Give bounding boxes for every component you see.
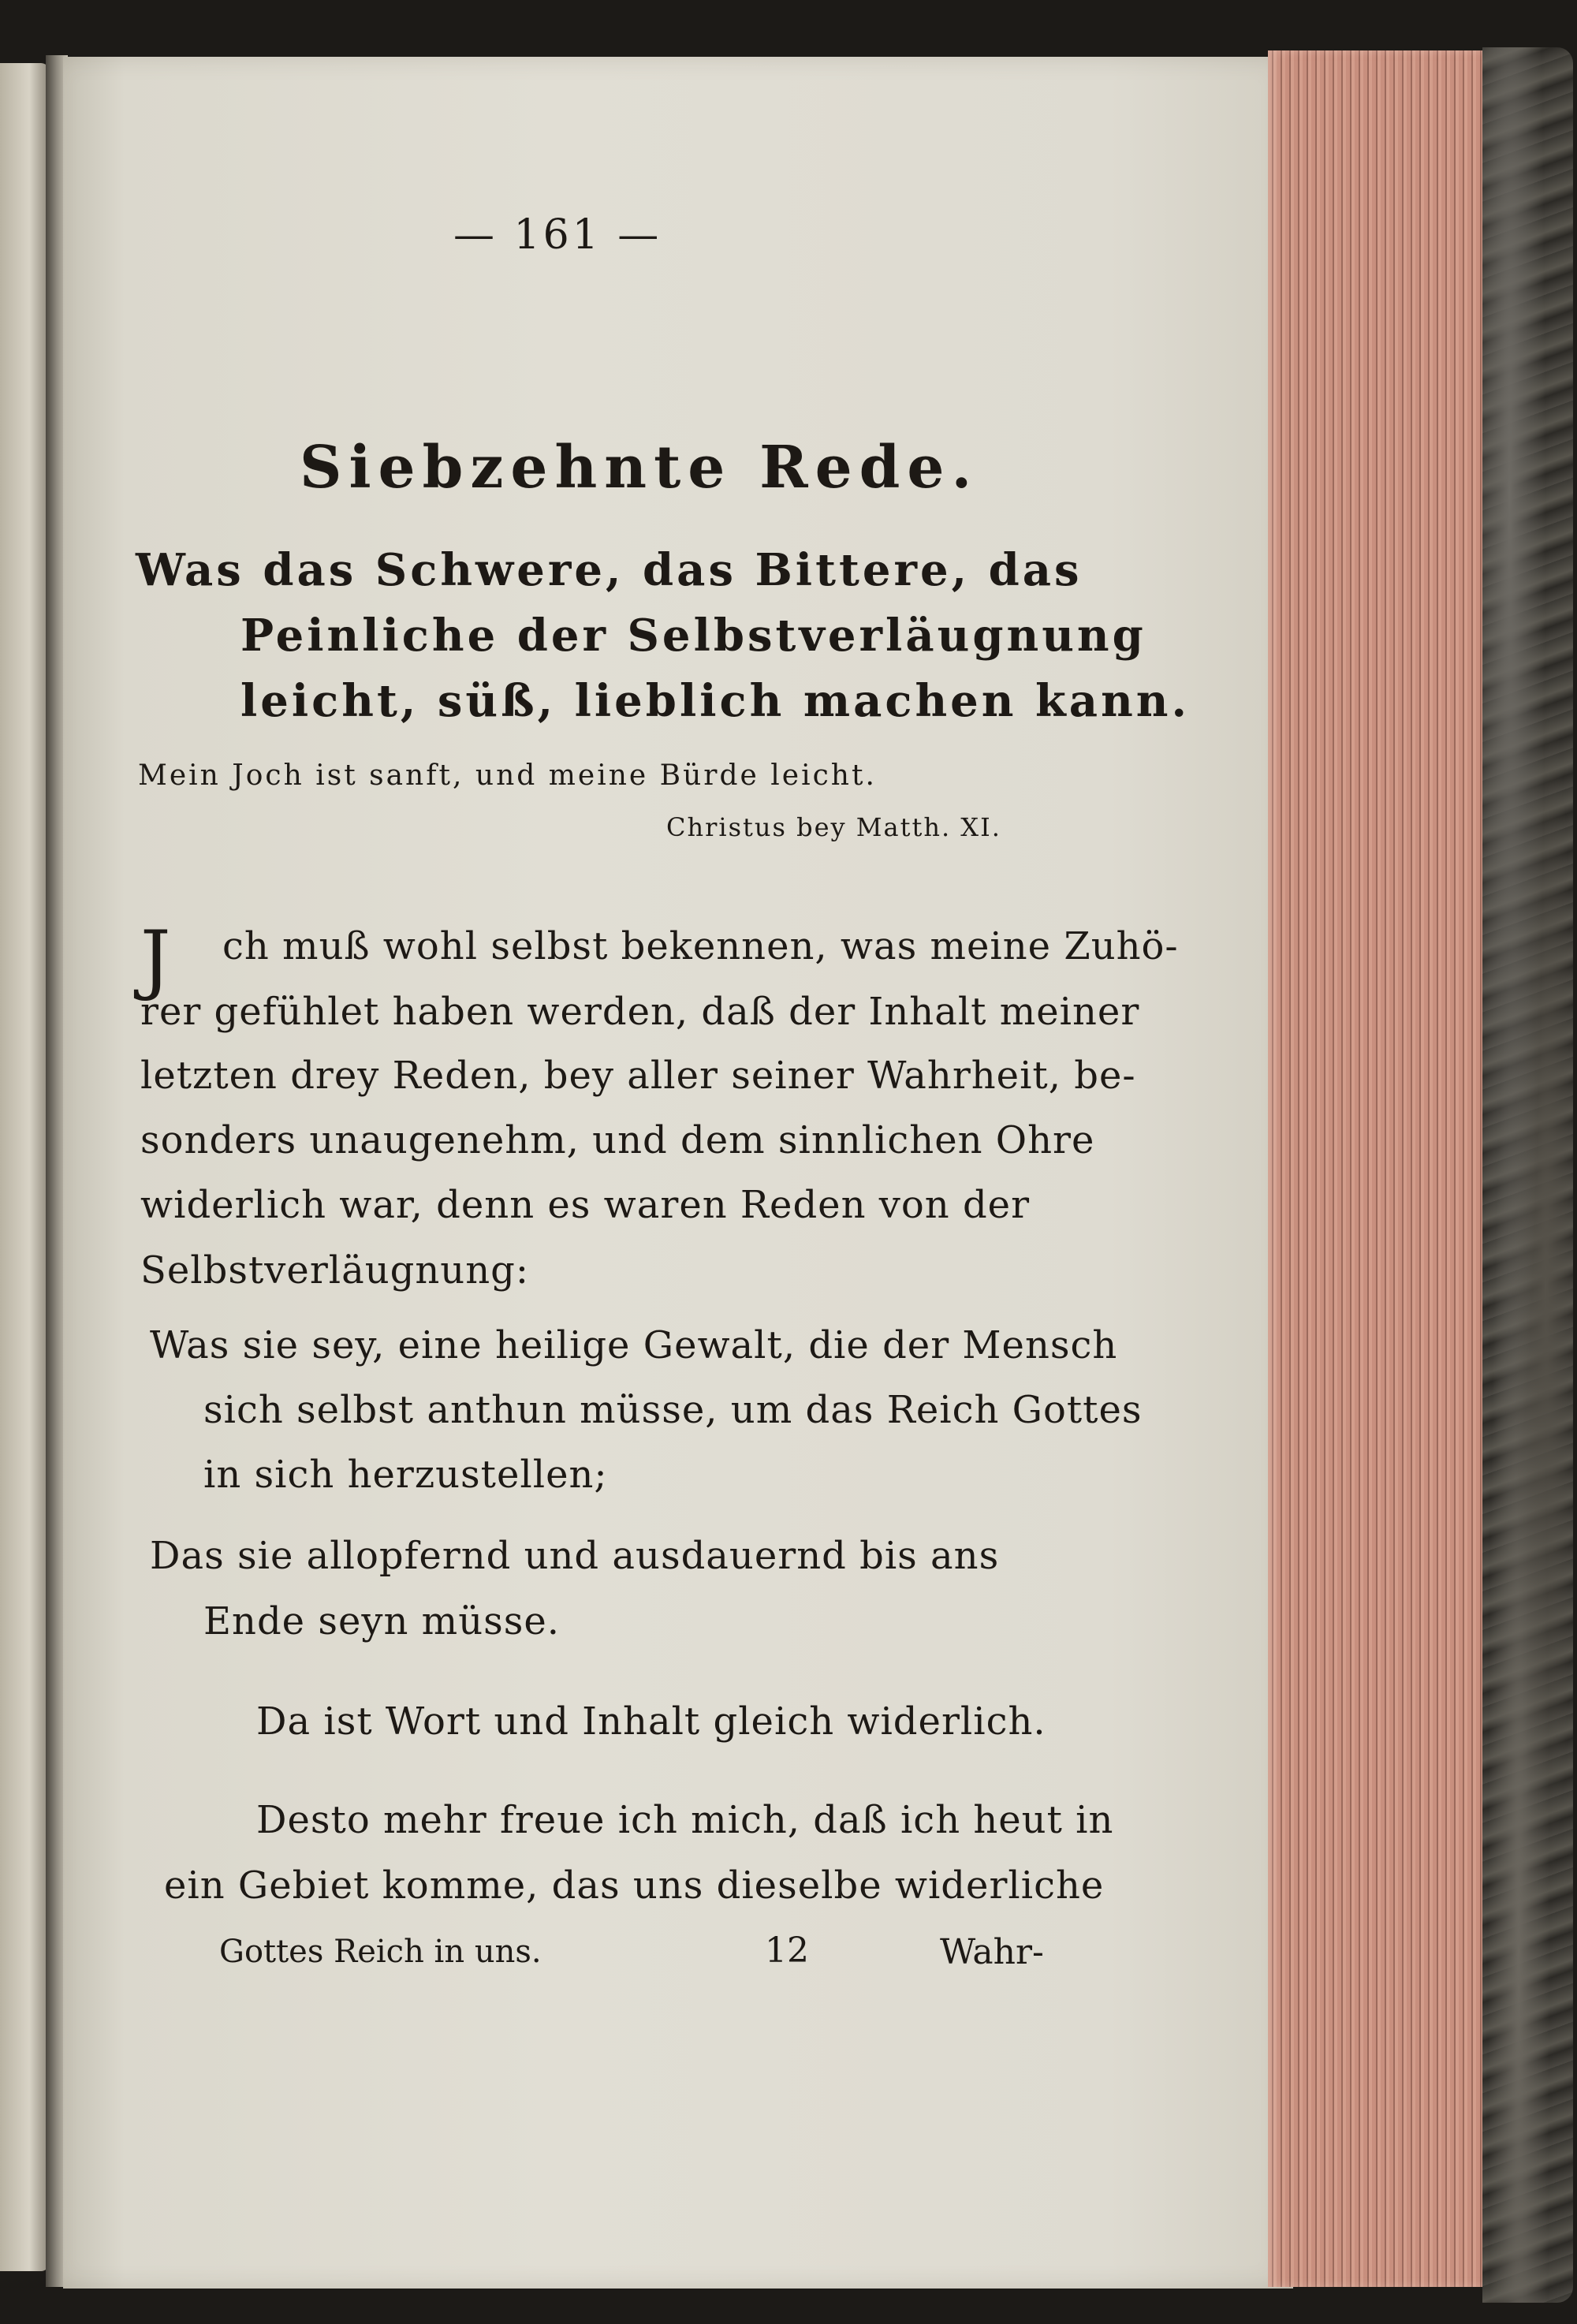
catchword: Wahr- bbox=[940, 1932, 1044, 1972]
body-line: letzten drey Reden, bey aller seiner Wahrheit, be- bbox=[140, 1054, 1136, 1098]
body-line: Das sie allopfernd und ausdauernd bis ans bbox=[150, 1534, 1000, 1578]
drop-cap: J bbox=[140, 915, 171, 1003]
body-line: ein Gebiet komme, das uns dieselbe widerliche bbox=[164, 1863, 1105, 1908]
motto-source: Christus bey Matth. XI. bbox=[666, 812, 1001, 842]
signature-number: 12 bbox=[765, 1930, 809, 1971]
subtitle-line: leicht, süß, lieblich machen kann. bbox=[240, 675, 1191, 727]
page-header: — 161 — bbox=[453, 211, 662, 259]
chapter-title: Siebzehnte Rede. bbox=[300, 434, 979, 502]
body-line: widerlich war, denn es waren Reden von der bbox=[140, 1183, 1031, 1227]
body-line: Da ist Wort und Inhalt gleich widerlich. bbox=[256, 1699, 1046, 1744]
body-line: ch muß wohl selbst bekennen, was meine Zuhö- bbox=[222, 924, 1179, 968]
body-line: sonders unaugenehm, und dem sinnlichen Ohre bbox=[140, 1118, 1095, 1162]
body-line: Selbstverläugnung: bbox=[140, 1248, 530, 1293]
subtitle-line: Peinliche der Selbstverläugnung bbox=[240, 610, 1146, 662]
motto: Mein Joch ist sanft, und meine Bürde leicht. bbox=[138, 759, 877, 792]
body-line: Ende seyn müsse. bbox=[203, 1599, 561, 1643]
body-line: sich selbst anthun müsse, um das Reich Gottes bbox=[203, 1388, 1143, 1432]
subtitle-line: Was das Schwere, das Bittere, das bbox=[136, 544, 1083, 596]
body-line: rer gefühlet haben werden, daß der Inhalt meiner bbox=[140, 990, 1140, 1034]
body-line: Was sie sey, eine heilige Gewalt, die der Mensch bbox=[150, 1323, 1118, 1367]
body-line: in sich herzustellen; bbox=[203, 1453, 608, 1497]
body-line: Desto mehr freue ich mich, daß ich heut in bbox=[256, 1798, 1114, 1842]
signature-mark: Gottes Reich in uns. bbox=[219, 1934, 542, 1970]
